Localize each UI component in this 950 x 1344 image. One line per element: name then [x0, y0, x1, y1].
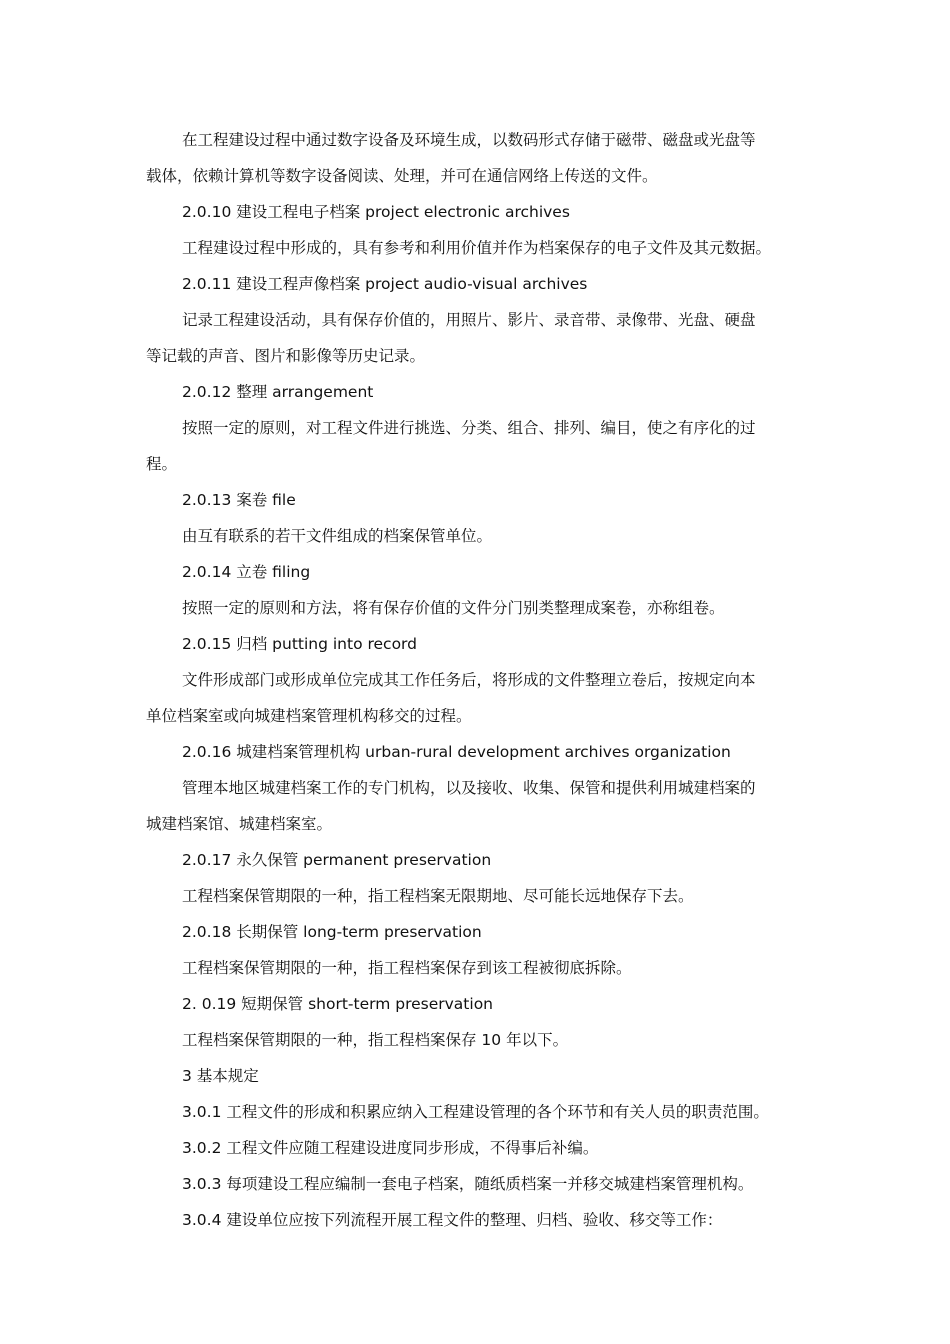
term-definition: 按照一定的原则和方法，将有保存价值的文件分门别类整理成案卷，亦称组卷。 [182, 599, 725, 617]
clause-3-0-3: 3.0.3 每项建设工程应编制一套电子档案，随纸质档案一并移交城建档案管理机构。 [182, 1175, 754, 1193]
term-heading-2-0-13: 2.0.13 案卷 file [182, 491, 296, 509]
term-definition: 工程档案保管期限的一种，指工程档案保存到该工程被彻底拆除。 [182, 959, 632, 977]
term-definition: 由互有联系的若干文件组成的档案保管单位。 [182, 527, 493, 545]
term-definition-continued: 单位档案室或向城建档案管理机构移交的过程。 [146, 707, 472, 725]
term-definition-continued: 等记载的声音、图片和影像等历史记录。 [146, 347, 426, 365]
term-heading-2-0-10: 2.0.10 建设工程电子档案 project electronic archives [182, 203, 570, 221]
term-heading-2-0-16: 2.0.16 城建档案管理机构 urban-rural development archives organization [182, 743, 731, 761]
clause-3-0-2: 3.0.2 工程文件应随工程建设进度同步形成，不得事后补编。 [182, 1139, 599, 1157]
body-paragraph-line: 载体，依赖计算机等数字设备阅读、处理，并可在通信网络上传送的文件。 [146, 167, 658, 185]
term-definition: 文件形成部门或形成单位完成其工作任务后，将形成的文件整理立卷后，按规定向本 [182, 671, 756, 689]
term-heading-2-0-19: 2. 0.19 短期保管 short-term preservation [182, 995, 493, 1013]
term-definition-continued: 程。 [146, 455, 178, 473]
term-definition: 工程档案保管期限的一种，指工程档案保存 10 年以下。 [182, 1031, 569, 1049]
term-definition: 管理本地区城建档案工作的专门机构，以及接收、收集、保管和提供利用城建档案的 [182, 779, 756, 797]
term-definition: 记录工程建设活动，具有保存价值的，用照片、影片、录音带、录像带、光盘、硬盘 [182, 311, 756, 329]
clause-3-0-1: 3.0.1 工程文件的形成和积累应纳入工程建设管理的各个环节和有关人员的职责范围。 [182, 1103, 769, 1121]
term-definition-continued: 城建档案馆、城建档案室。 [146, 815, 333, 833]
section-heading-3: 3 基本规定 [182, 1067, 259, 1085]
term-heading-2-0-17: 2.0.17 永久保管 permanent preservation [182, 851, 492, 869]
clause-3-0-4: 3.0.4 建设单位应按下列流程开展工程文件的整理、归档、验收、移交等工作： [182, 1211, 723, 1229]
body-paragraph-line: 在工程建设过程中通过数字设备及环境生成，以数码形式存储于磁带、磁盘或光盘等 [182, 131, 756, 149]
term-heading-2-0-11: 2.0.11 建设工程声像档案 project audio-visual archives [182, 275, 588, 293]
term-heading-2-0-15: 2.0.15 归档 putting into record [182, 635, 417, 653]
term-heading-2-0-12: 2.0.12 整理 arrangement [182, 383, 374, 401]
term-definition: 工程建设过程中形成的，具有参考和利用价值并作为档案保存的电子文件及其元数据。 [182, 239, 772, 257]
term-definition: 按照一定的原则，对工程文件进行挑选、分类、组合、排列、编目，使之有序化的过 [182, 419, 756, 437]
term-heading-2-0-14: 2.0.14 立卷 filing [182, 563, 311, 581]
term-heading-2-0-18: 2.0.18 长期保管 long-term preservation [182, 923, 482, 941]
term-definition: 工程档案保管期限的一种，指工程档案无限期地、尽可能长远地保存下去。 [182, 887, 694, 905]
